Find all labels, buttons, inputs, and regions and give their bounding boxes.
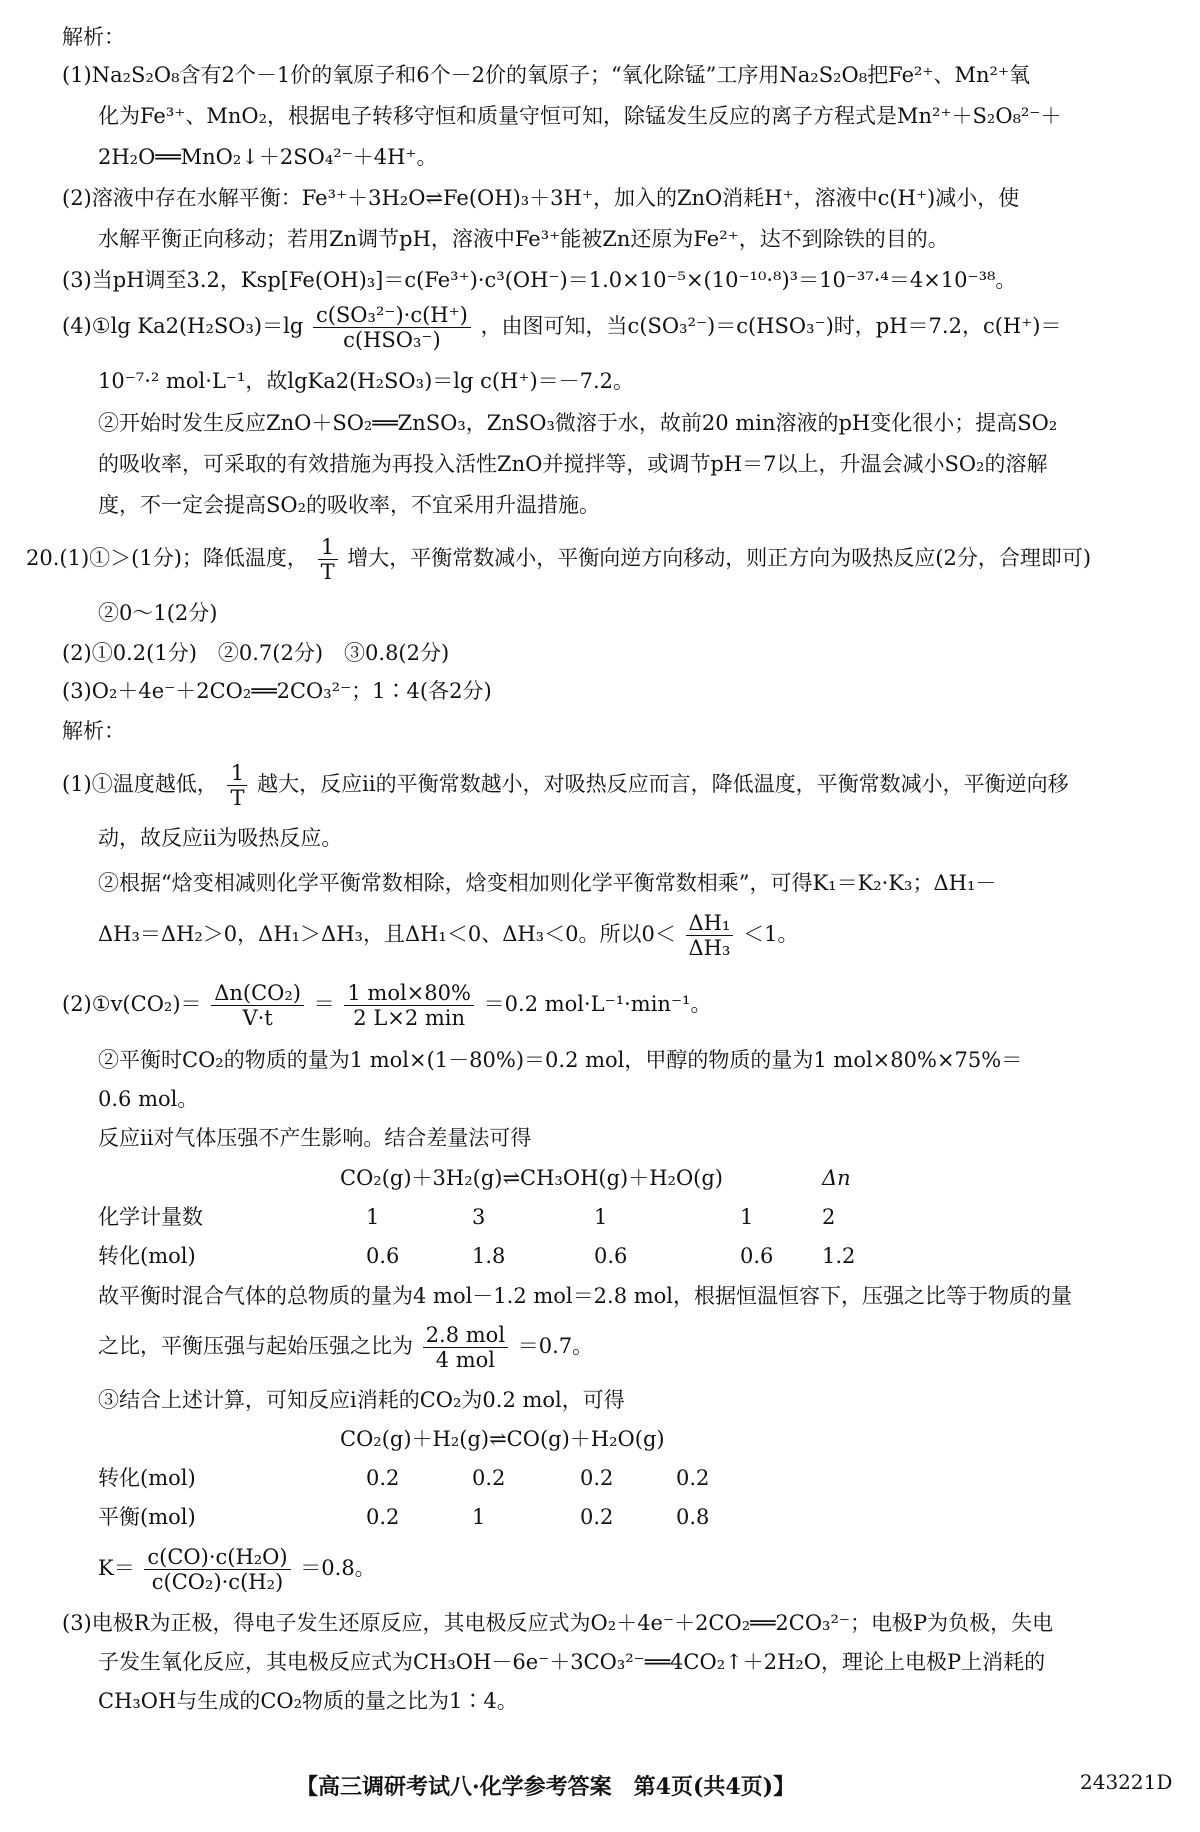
table2-cell: 0.2 xyxy=(472,1466,506,1490)
q20-expl1-2-line1: ②根据“焓变相减则化学平衡常数相除，焓变相加则化学平衡常数相乘”，可得K₁＝K₂·K₃；ΔH₁－ xyxy=(98,871,997,895)
q20-answer1 xyxy=(26,530,1091,586)
q20-expl1-line1 xyxy=(62,756,1069,812)
q20-expl1-post: 越大，反应ⅱ的平衡常数越小，对吸热反应而言，降低温度，平衡常数减小，平衡逆向移 xyxy=(257,772,1069,796)
table1-cell: 1.8 xyxy=(472,1244,506,1268)
q20-expl2-fraction-a xyxy=(211,981,304,1030)
q20-expl2-fraction-b xyxy=(344,981,474,1030)
table2-cell: 0.2 xyxy=(366,1505,400,1529)
q20-expl2-pre: (2)①v(CO₂)＝ xyxy=(62,992,202,1016)
q20-answer1-post: 增大，平衡常数减小，平衡向逆方向移动，则正方向为吸热反应(2分，合理即可) xyxy=(347,546,1092,570)
k-fraction xyxy=(144,1545,290,1594)
q19-part1-line3: 2H₂O══MnO₂↓＋2SO₄²⁻＋4H⁺。 xyxy=(98,145,438,169)
table1-row-label: 转化(mol) xyxy=(98,1244,196,1268)
fraction-denominator: T xyxy=(320,560,335,584)
q20-analysis-label: 解析： xyxy=(62,719,125,743)
q20-expl3-line1: (3)电极R为正极，得电子发生还原反应，其电极反应式为O₂＋4e⁻＋2CO₂══2CO₃²⁻；电极P为负极，失电 xyxy=(62,1611,1054,1635)
q20-expl2-2-line2: 0.6 mol。 xyxy=(98,1087,199,1111)
table2-row-label: 平衡(mol) xyxy=(98,1505,196,1529)
table1-cell: 0.6 xyxy=(740,1244,774,1268)
q20-expl2-2-fraction xyxy=(423,1323,508,1372)
q19-part4-post: ，由图可知，当c(SO₃²⁻)＝c(HSO₃⁻)时，pH＝7.2，c(H⁺)＝ xyxy=(480,314,1062,338)
q19-part2-line2: 水解平衡正向移动；若用Zn调节pH，溶液中Fe³⁺能被Zn还原为Fe²⁺，达不到除铁的目的。 xyxy=(98,227,949,251)
fraction-numerator: c(SO₃²⁻)·c(H⁺) xyxy=(313,303,471,328)
fraction-denominator: ΔH₃ xyxy=(688,936,731,960)
table1-cell: 2 xyxy=(822,1205,836,1229)
fraction-denominator: T xyxy=(230,786,245,810)
table1-row-label: 化学计量数 xyxy=(98,1205,203,1229)
q20-expl2-2-ratio xyxy=(98,1318,593,1374)
q20-answer1-pre: 20.(1)①＞(1分)；降低温度， xyxy=(26,546,308,570)
q19-part4-2-line3: 度，不一定会提高SO₂的吸收率，不宜采用升温措施。 xyxy=(98,493,601,517)
q20-expl1-2-line2 xyxy=(98,906,798,962)
q19-part4-line1 xyxy=(62,300,1062,352)
q20-expl2-3: ③结合上述计算，可知反应ⅰ消耗的CO₂为0.2 mol，可得 xyxy=(98,1388,625,1412)
table1-cell: 3 xyxy=(472,1205,486,1229)
q20-expl3-line3: CH₃OH与生成的CO₂物质的量之比为1∶4。 xyxy=(98,1689,518,1713)
analysis-label: 解析： xyxy=(62,25,125,49)
q19-part4-pre: (4)①lg Ka2(H₂SO₃)＝lg xyxy=(62,314,304,338)
table1-cell: 1.2 xyxy=(822,1244,856,1268)
q20-expl1-2-pre: ΔH₃＝ΔH₂＞0，ΔH₁＞ΔH₃，且ΔH₁＜0、ΔH₃＜0。所以0＜ xyxy=(98,922,676,946)
fraction-numerator: 1 xyxy=(318,535,338,560)
q20-expl3-line2: 子发生氧化反应，其电极反应式为CH₃OH－6e⁻＋3CO₃²⁻══4CO₂↑＋2H₂O，理论上电极P上消耗的 xyxy=(98,1650,1046,1674)
q20-expl1-2-post: ＜1。 xyxy=(743,922,799,946)
q19-part4-2-line2: 的吸收率，可采取的有效措施为再投入活性ZnO并搅拌等，或调节pH＝7以上，升温会减小SO₂的溶解 xyxy=(98,452,1048,476)
page-footer-title: 【高三调研考试八·化学参考答案 第4页(共4页)】 xyxy=(296,1774,796,1800)
table2-cell: 0.8 xyxy=(676,1505,710,1529)
fraction-numerator: Δn(CO₂) xyxy=(211,981,304,1006)
q20-expl2-equals: ＝ xyxy=(313,992,335,1016)
q20-expl1-2-fraction xyxy=(686,911,734,960)
q20-expl1-line2: 动，故反应ⅱ为吸热反应。 xyxy=(98,826,343,850)
q20-expl2-post: ＝0.2 mol·L⁻¹·min⁻¹。 xyxy=(483,992,712,1016)
q20-expl2-2-note: 反应ⅱ对气体压强不产生影响。结合差量法可得 xyxy=(98,1126,532,1150)
k-pre: K＝ xyxy=(98,1556,135,1580)
table2-cell: 0.2 xyxy=(580,1505,614,1529)
fraction-denominator: V·t xyxy=(242,1006,273,1030)
q20-expl2-2-after: 故平衡时混合气体的总物质的量为4 mol－1.2 mol＝2.8 mol，根据恒温恒容下，压强之比等于物质的量 xyxy=(98,1284,1072,1308)
q20-expl1-fraction xyxy=(227,761,247,810)
q19-part1-line1: (1)Na₂S₂O₈含有2个－1价的氧原子和6个－2价的氧原子；“氧化除锰”工序用Na₂S₂O₈把Fe²⁺、Mn²⁺氧 xyxy=(62,63,1031,87)
q20-expl2-2-pre: 之比，平衡压强与起始压强之比为 xyxy=(98,1334,413,1358)
q19-part1-line2: 化为Fe³⁺、MnO₂，根据电子转移守恒和质量守恒可知，除锰发生反应的离子方程式是Mn²⁺＋S₂O₈²⁻＋ xyxy=(98,104,1062,128)
table1-delta-header: Δn xyxy=(822,1166,851,1190)
page-footer-code: 243221D xyxy=(1080,1770,1173,1794)
fraction-numerator: ΔH₁ xyxy=(686,911,734,936)
q20-answer2: (2)①0.2(1分) ②0.7(2分) ③0.8(2分) xyxy=(62,641,450,665)
table2-cell: 0.2 xyxy=(580,1466,614,1490)
fraction-numerator: 1 mol×80% xyxy=(344,981,474,1006)
equilibrium-constant xyxy=(98,1540,376,1596)
table2-cell: 0.2 xyxy=(676,1466,710,1490)
q20-answer1-fraction xyxy=(318,535,338,584)
q20-expl2-2-post: ＝0.7。 xyxy=(517,1334,594,1358)
q20-expl2-line1 xyxy=(62,976,711,1032)
table1-cell: 1 xyxy=(366,1205,380,1229)
q19-part4-fraction xyxy=(313,303,471,352)
fraction-numerator: 1 xyxy=(227,761,247,786)
q19-part3: (3)当pH调至3.2，Ksp[Fe(OH)₃]＝c(Fe³⁺)·c³(OH⁻)＝1.0×10⁻⁵×(10⁻¹⁰·⁸)³＝10⁻³⁷·⁴＝4×10⁻³⁸。 xyxy=(62,268,1017,292)
q19-part2-line1: (2)溶液中存在水解平衡：Fe³⁺＋3H₂O⇌Fe(OH)₃＋3H⁺，加入的ZnO消耗H⁺，溶液中c(H⁺)减小，使 xyxy=(62,186,1020,210)
fraction-numerator: 2.8 mol xyxy=(423,1323,508,1348)
table2-equation: CO₂(g)＋H₂(g)⇌CO(g)＋H₂O(g) xyxy=(340,1427,665,1451)
table1-cell: 0.6 xyxy=(366,1244,400,1268)
q20-answer3: (3)O₂＋4e⁻＋2CO₂══2CO₃²⁻；1∶4(各2分) xyxy=(62,679,492,703)
fraction-numerator: c(CO)·c(H₂O) xyxy=(144,1545,290,1570)
fraction-denominator: c(HSO₃⁻) xyxy=(343,328,441,352)
table1-equation: CO₂(g)＋3H₂(g)⇌CH₃OH(g)＋H₂O(g) xyxy=(340,1166,723,1190)
table2-cell: 0.2 xyxy=(366,1466,400,1490)
table1-cell: 0.6 xyxy=(594,1244,628,1268)
table2-cell: 1 xyxy=(472,1505,486,1529)
k-post: ＝0.8。 xyxy=(300,1556,376,1580)
table1-cell: 1 xyxy=(740,1205,754,1229)
q20-expl1-pre: (1)①温度越低， xyxy=(62,772,218,796)
fraction-denominator: 4 mol xyxy=(435,1348,496,1372)
table1-cell: 1 xyxy=(594,1205,608,1229)
q19-part4-line2: 10⁻⁷·² mol·L⁻¹，故lgKa2(H₂SO₃)＝lg c(H⁺)＝－7.2。 xyxy=(98,369,635,393)
table2-row-label: 转化(mol) xyxy=(98,1466,196,1490)
q20-answer1-2: ②0～1(2分) xyxy=(98,601,218,625)
fraction-denominator: c(CO₂)·c(H₂) xyxy=(151,1570,284,1594)
q20-expl2-2-line1: ②平衡时CO₂的物质的量为1 mol×(1－80%)＝0.2 mol，甲醇的物质的量为1 mol×80%×75%＝ xyxy=(98,1048,1023,1072)
fraction-denominator: 2 L×2 min xyxy=(353,1006,466,1030)
q19-part4-2-line1: ②开始时发生反应ZnO＋SO₂══ZnSO₃，ZnSO₃微溶于水，故前20 min溶液的pH变化很小；提高SO₂ xyxy=(98,411,1058,435)
